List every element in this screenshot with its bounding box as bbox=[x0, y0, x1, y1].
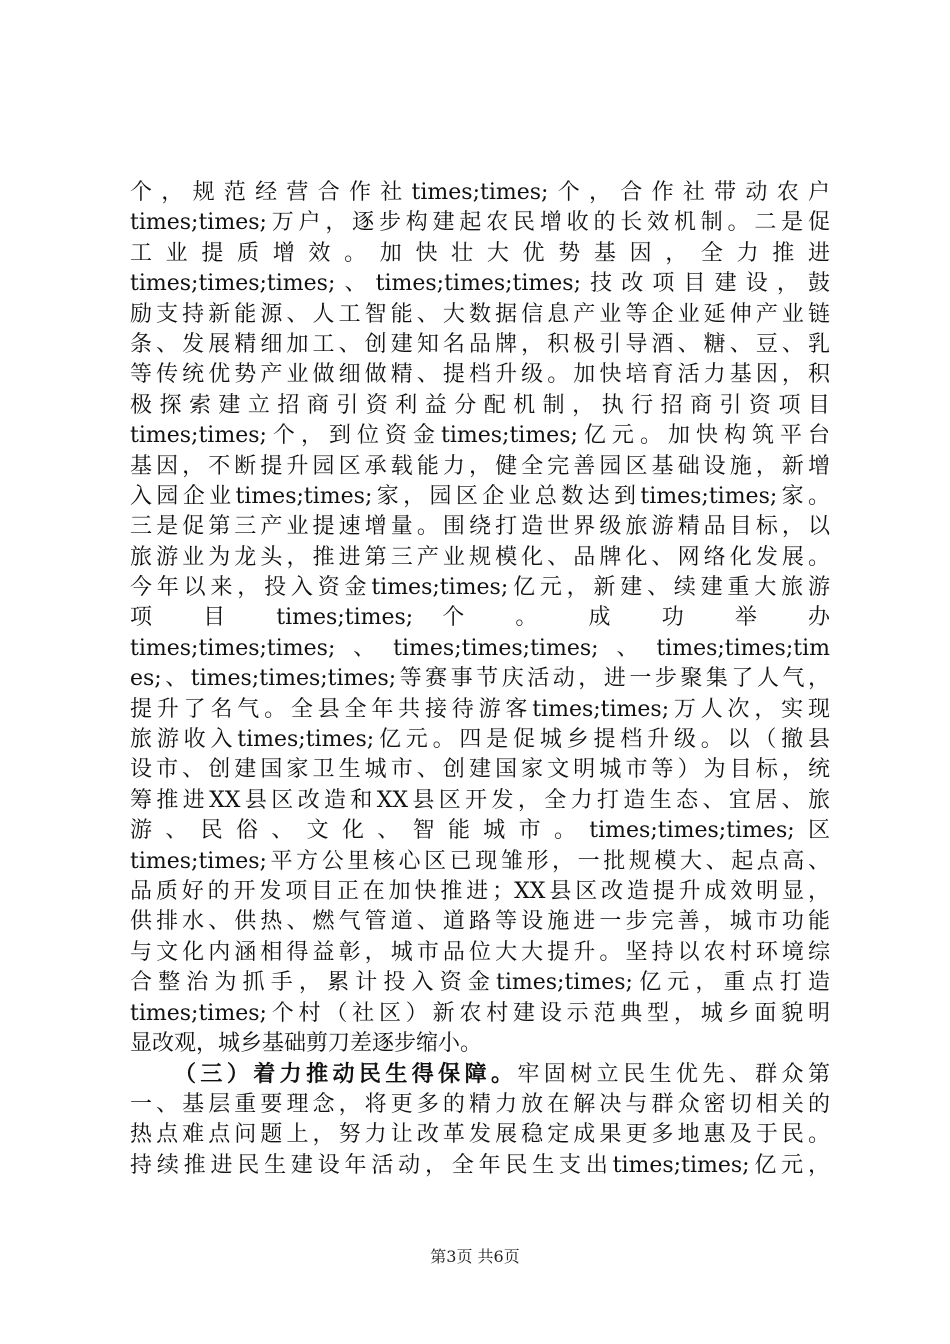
text-line: 设市、创建国家卫生城市、创建国家文明城市等）为目标，统 bbox=[130, 757, 830, 783]
text-line: times;times;个，到位资金times;times;亿元。加快构筑平台 bbox=[130, 423, 830, 449]
text-line: 提升了名气。全县全年共接待游客times;times;万人次，实现 bbox=[130, 696, 830, 722]
text-line: es;、times;times;times;等赛事节庆活动，进一步聚集了人气， bbox=[130, 666, 830, 692]
text-line: 今年以来，投入资金times;times;亿元，新建、续建重大旅游 bbox=[130, 575, 830, 601]
text-line: 热点难点问题上，努力让改革发展稳定成果更多地惠及于民。 bbox=[130, 1122, 830, 1148]
text-line: 等传统优势产业做细做精、提档升级。加快培育活力基因，积 bbox=[130, 362, 830, 388]
text-line: 与文化内涵相得益彰，城市品位大大提升。坚持以农村环境综 bbox=[130, 939, 830, 965]
text-line: 工业提质增效。加快壮大优势基因，全力推进 bbox=[130, 240, 830, 266]
text-line: times;times;个村（社区）新农村建设示范典型，城乡面貌明 bbox=[130, 1000, 830, 1026]
text-line: times;times;times;、times;times;times;技改项目建设，鼓 bbox=[130, 271, 830, 297]
paragraph-heading-line bbox=[130, 1059, 830, 1089]
section-heading: （三）着力推动民生得保障。 bbox=[174, 1061, 518, 1088]
text-line: 显改观，城乡基础剪刀差逐步缩小。 bbox=[130, 1030, 483, 1056]
text-line: 项 目 times;times; 个 。 成 功 举 办 bbox=[130, 605, 830, 631]
text-line-rest: 牢固树立民生优先、群众第 bbox=[517, 1062, 830, 1088]
text-line: 个，规范经营合作社times;times;个，合作社带动农户 bbox=[130, 180, 830, 205]
text-line: 入园企业times;times;家，园区企业总数达到times;times;家。 bbox=[130, 483, 830, 509]
text-line: 旅游业为龙头，推进第三产业规模化、品牌化、网络化发展。 bbox=[130, 544, 830, 570]
text-line: 品质好的开发项目正在加快推进；XX县区改造提升成效明显， bbox=[130, 878, 830, 904]
text-line: 筹推进XX县区改造和XX县区开发，全力打造生态、宜居、旅 bbox=[130, 787, 830, 813]
text-line: 游、民俗、文化、智能城市。times;times;times;区 bbox=[130, 818, 830, 844]
text-line: 基因，不断提升园区承载能力，健全完善园区基础设施，新增 bbox=[130, 453, 830, 479]
document-body bbox=[130, 178, 830, 1181]
text-line: 一、基层重要理念，将更多的精力放在解决与群众密切相关的 bbox=[130, 1091, 830, 1117]
text-line: times;times;万户，逐步构建起农民增收的长效机制。二是促 bbox=[130, 210, 830, 236]
text-line: times;times;times;、times;times;times;、times;times;tim bbox=[130, 635, 830, 661]
page-number-footer: 第3页 共6页 bbox=[430, 1247, 520, 1266]
text-line: 合整治为抓手，累计投入资金times;times;亿元，重点打造 bbox=[130, 970, 830, 996]
text-line: 供排水、供热、燃气管道、道路等设施进一步完善，城市功能 bbox=[130, 909, 830, 935]
text-line: times;times;平方公里核心区已现雏形，一批规模大、起点高、 bbox=[130, 848, 830, 874]
text-line: 持续推进民生建设年活动，全年民生支出times;times;亿元， bbox=[130, 1152, 830, 1178]
text-line: 三是促第三产业提速增量。围绕打造世界级旅游精品目标，以 bbox=[130, 514, 830, 540]
text-line: 励支持新能源、人工智能、大数据信息产业等企业延伸产业链 bbox=[130, 301, 830, 327]
text-line: 条、发展精细加工、创建知名品牌，积极引导酒、糖、豆、乳 bbox=[130, 331, 830, 357]
text-line: 旅游收入times;times;亿元。四是促城乡提档升级。以（撤县 bbox=[130, 727, 830, 753]
text-line: 极探索建立招商引资利益分配机制，执行招商引资项目 bbox=[130, 392, 830, 418]
